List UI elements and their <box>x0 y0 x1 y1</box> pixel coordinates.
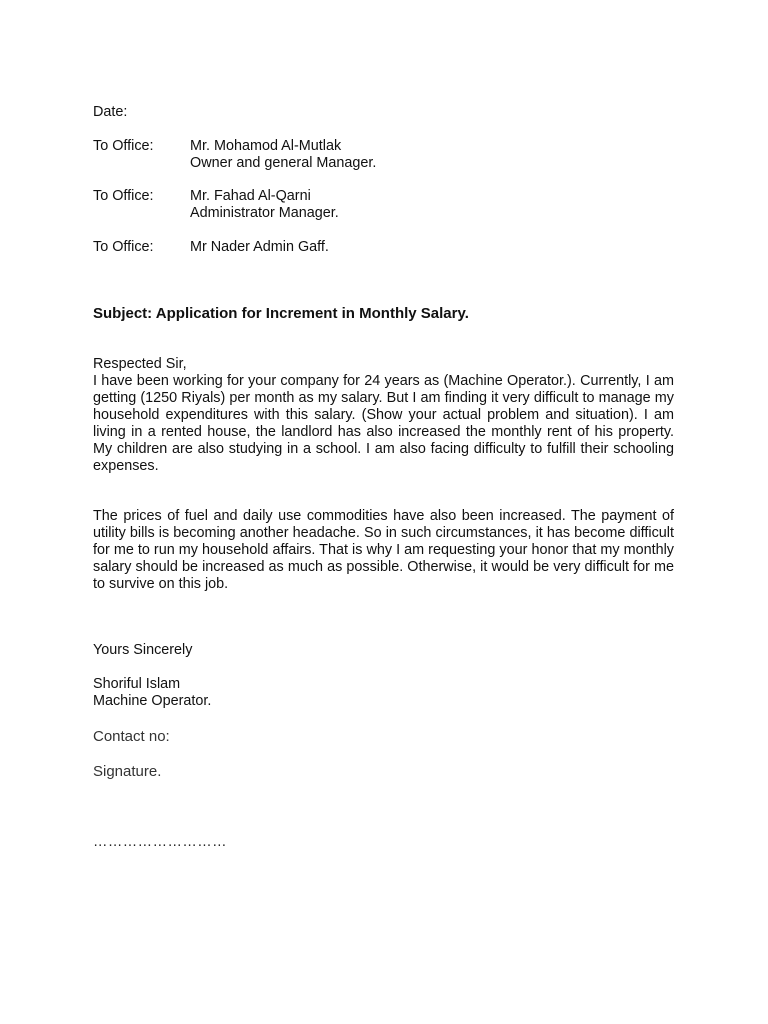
body-paragraph-2: The prices of fuel and daily use commodities have also been increased. The payment of utility bills is becoming another headache. So in such circumstances, it has become difficult for me to run my household affairs. That is why I am requesting your honor that my monthly salary should be increased as much as possible. Otherwise, it would be very difficult for me to survive on this job. <box>93 508 674 592</box>
sender-name: Shoriful Islam <box>93 676 181 692</box>
recipient-1-label: To Office: <box>93 138 154 154</box>
contact-label: Contact no: <box>93 728 170 745</box>
closing: Yours Sincerely <box>93 642 193 658</box>
recipient-2-position: Administrator Manager. <box>190 205 339 221</box>
subject-line: Subject: Application for Increment in Monthly Salary. <box>93 305 469 322</box>
recipient-1-position: Owner and general Manager. <box>190 155 377 171</box>
sender-title: Machine Operator. <box>93 693 212 709</box>
date-label: Date: <box>93 104 128 120</box>
recipient-3-name: Mr Nader Admin Gaff. <box>190 239 329 255</box>
recipient-2 <box>93 188 674 222</box>
salutation: Respected Sir, <box>93 356 187 372</box>
body-paragraph-1: I have been working for your company for 24 years as (Machine Operator.). Currently, I am getting (1250 Riyals) per month as my salary. But I am finding it very difficult to manage my household expenditures with this salary. (Show your actual problem and situation). I am living in a rented house, the landlord has also increased the monthly rent of his property. My children are also studying in a school. I am also facing difficulty to fulfill their schooling expenses. <box>93 373 674 474</box>
signature-line: ……………………… <box>93 834 228 850</box>
recipient-1-name: Mr. Mohamod Al-Mutlak <box>190 138 342 154</box>
recipient-1 <box>93 138 674 172</box>
recipient-3 <box>93 239 674 256</box>
recipient-3-label: To Office: <box>93 239 154 255</box>
recipient-2-name: Mr. Fahad Al-Qarni <box>190 188 311 204</box>
signature-label: Signature. <box>93 763 162 780</box>
recipient-2-label: To Office: <box>93 188 154 204</box>
